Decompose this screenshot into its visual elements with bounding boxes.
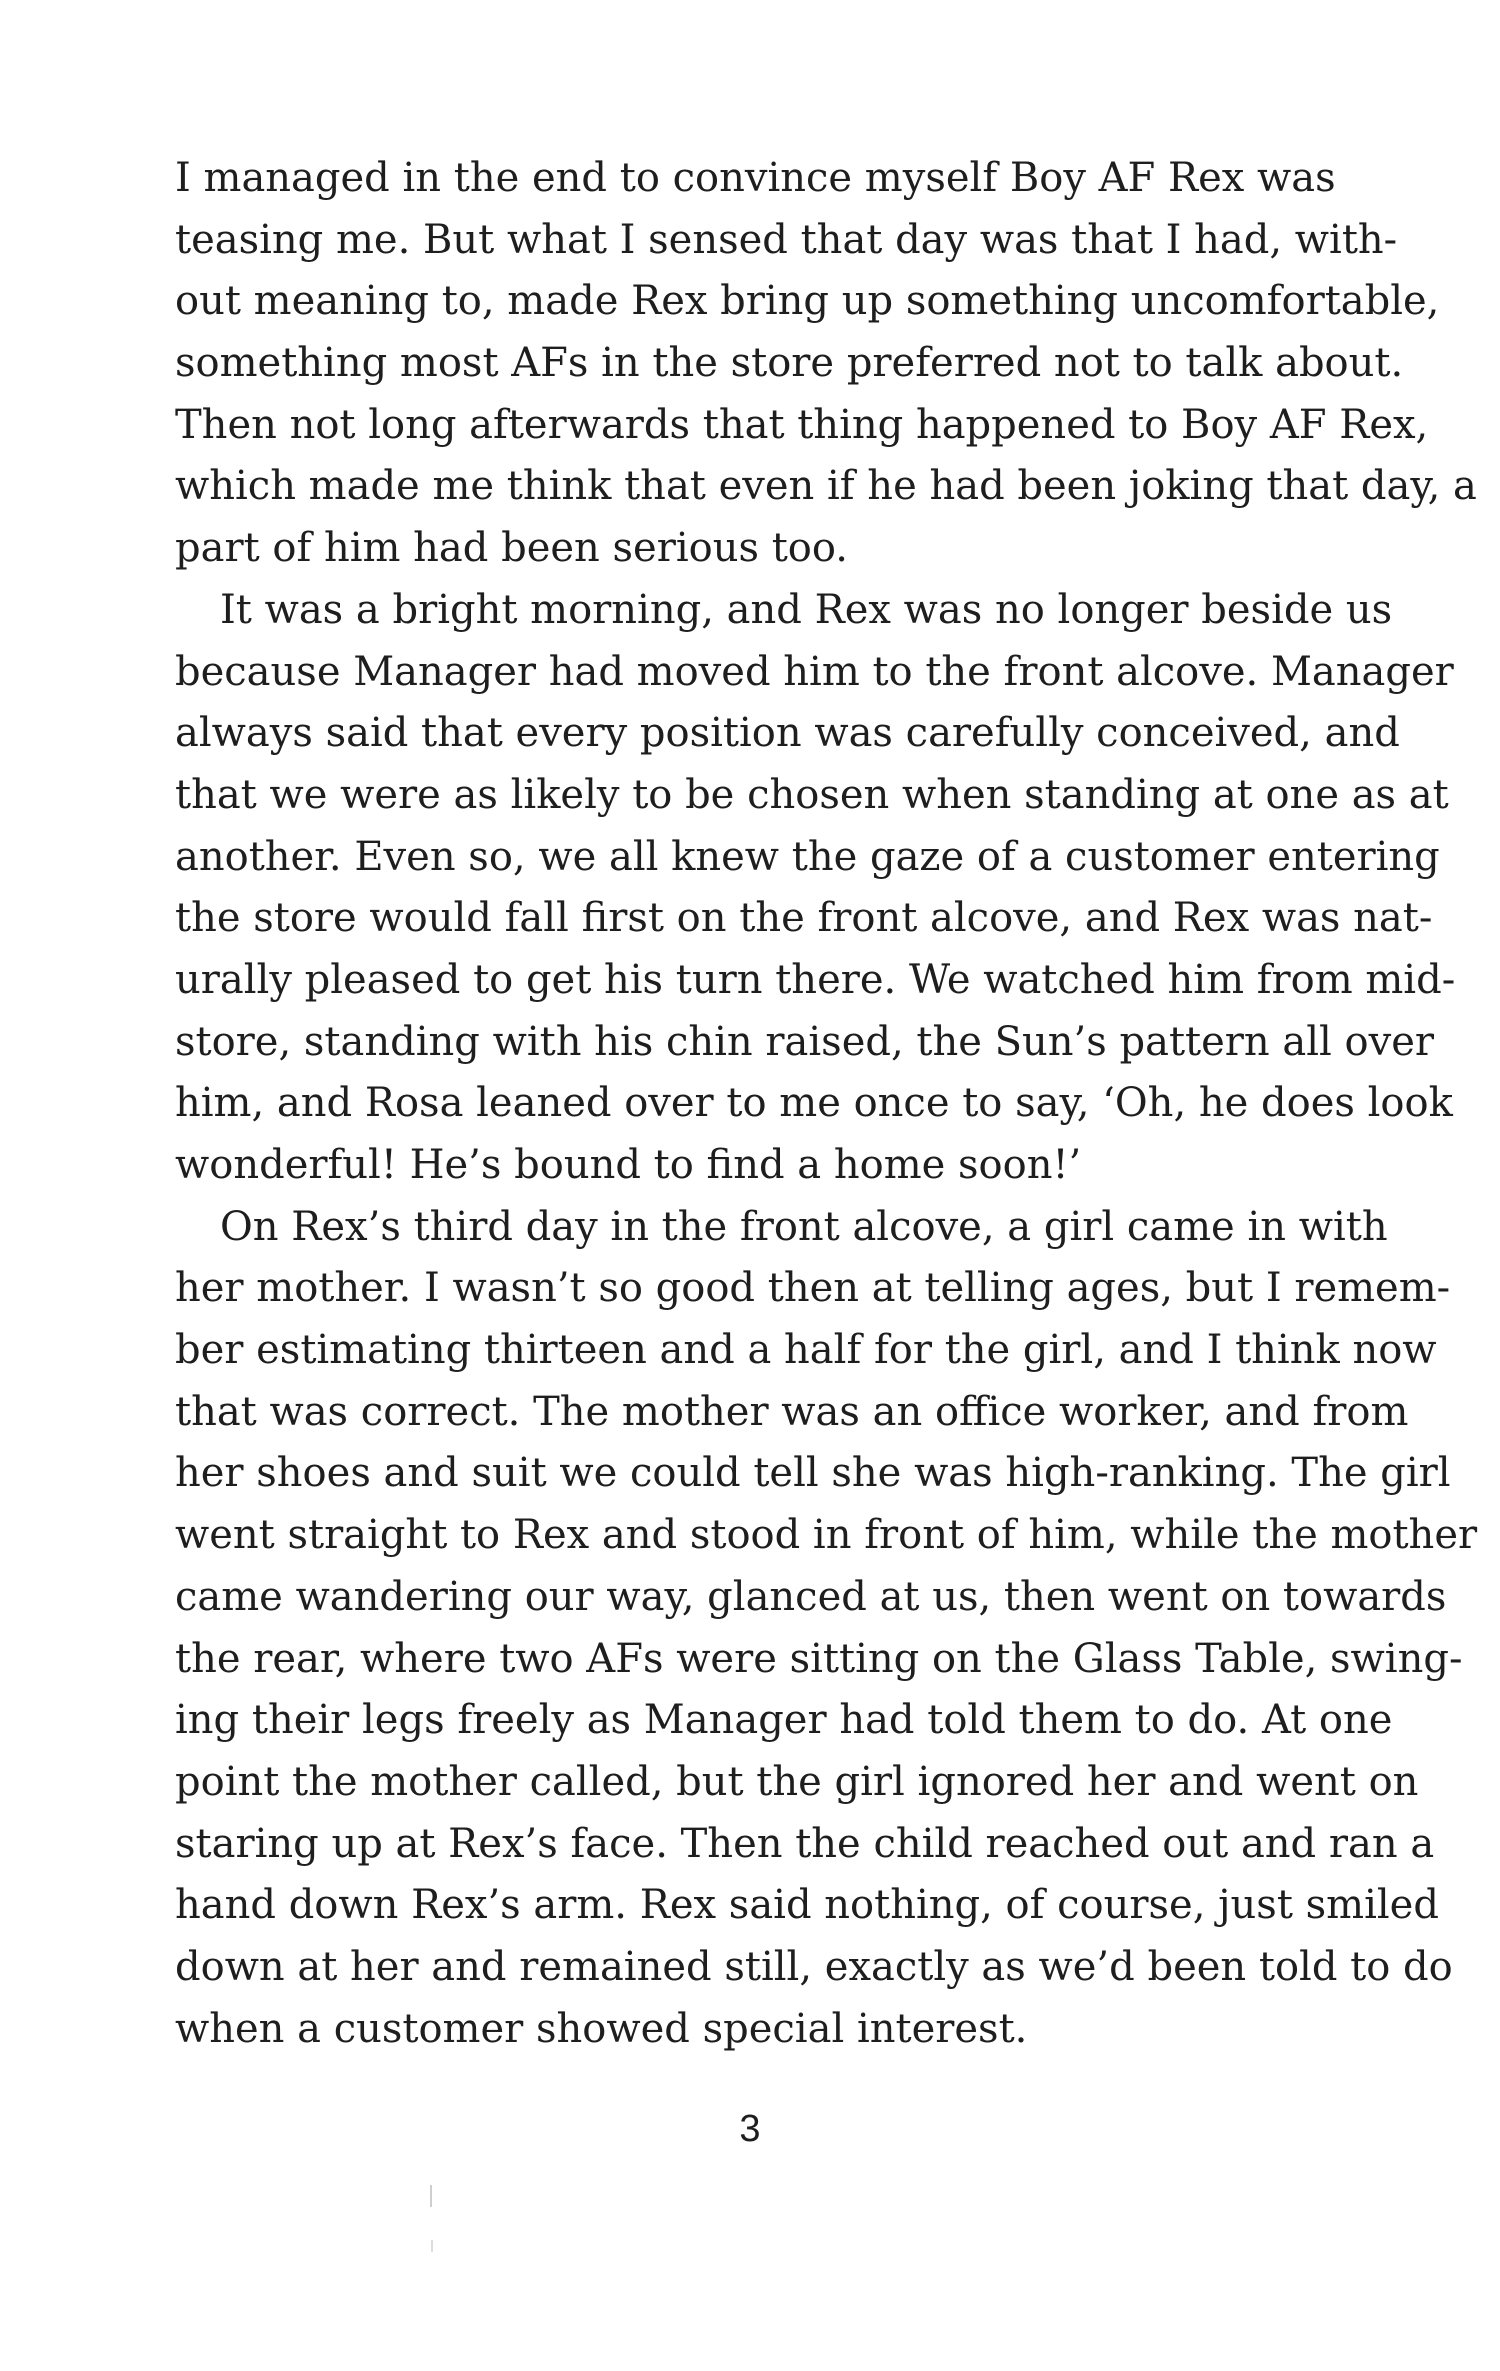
text-line: ber estimating thirteen and a half for the girl, and I think now bbox=[175, 1327, 1437, 1374]
text-line: another. Even so, we all knew the gaze of a customer entering bbox=[175, 833, 1440, 880]
text-line: her shoes and suit we could tell she was high-ranking. The girl bbox=[175, 1450, 1451, 1497]
text-line: when a customer showed special interest. bbox=[175, 2005, 1028, 2052]
text-line: because Manager had moved him to the front alcove. Manager bbox=[175, 648, 1454, 695]
text-line: came wandering our way, glanced at us, then went on towards bbox=[175, 1573, 1447, 1620]
text-line: On Rex’s third day in the front alcove, a girl came in with bbox=[220, 1203, 1388, 1250]
text-line: that we were as likely to be chosen when standing at one as at bbox=[175, 771, 1449, 818]
text-line: part of him had been serious too. bbox=[175, 525, 848, 572]
text-line: down at her and remained still, exactly as we’d been told to do bbox=[175, 1943, 1453, 1990]
text-line: which made me think that even if he had been joking that day, a bbox=[175, 463, 1477, 510]
scan-artifact bbox=[430, 2185, 432, 2207]
text-line: I managed in the end to convince myself Boy AF Rex was bbox=[175, 155, 1336, 201]
text-line: point the mother called, but the girl ignored her and went on bbox=[175, 1758, 1419, 1805]
text-line: that was correct. The mother was an office worker, and from bbox=[175, 1388, 1409, 1435]
scan-artifact bbox=[431, 2240, 433, 2252]
text-line: urally pleased to get his turn there. We watched him from mid- bbox=[175, 956, 1456, 1003]
text-line: her mother. I wasn’t so good then at telling ages, but I remem- bbox=[175, 1265, 1451, 1312]
text-line: wonderful! He’s bound to find a home soon!’ bbox=[175, 1142, 1082, 1188]
text-line: the rear, where two AFs were sitting on the Glass Table, swing- bbox=[175, 1635, 1463, 1682]
text-line: always said that every position was carefully conceived, and bbox=[175, 710, 1400, 757]
text-line: Then not long afterwards that thing happened to Boy AF Rex, bbox=[175, 401, 1429, 448]
text-line: staring up at Rex’s face. Then the child reached out and ran a bbox=[175, 1820, 1435, 1867]
page-number: 3 bbox=[739, 2108, 761, 2150]
text-line: teasing me. But what I sensed that day was that I had, with- bbox=[175, 216, 1398, 263]
text-line: the store would fall first on the front alcove, and Rex was nat- bbox=[175, 895, 1433, 942]
body-text bbox=[175, 148, 1478, 2060]
text-line: It was a bright morning, and Rex was no longer beside us bbox=[220, 586, 1393, 633]
text-line: him, and Rosa leaned over to me once to say, ‘Oh, he does look bbox=[175, 1080, 1453, 1127]
text-line: hand down Rex’s arm. Rex said nothing, of course, just smiled bbox=[175, 1882, 1439, 1929]
text-line: something most AFs in the store preferred not to talk about. bbox=[175, 340, 1404, 387]
text-line: ing their legs freely as Manager had told them to do. At one bbox=[175, 1697, 1393, 1744]
text-line: store, standing with his chin raised, the Sun’s pattern all over bbox=[175, 1018, 1435, 1065]
text-line: out meaning to, made Rex bring up something uncomfortable, bbox=[175, 278, 1440, 325]
text-line: went straight to Rex and stood in front of him, while the mother bbox=[175, 1512, 1478, 1559]
